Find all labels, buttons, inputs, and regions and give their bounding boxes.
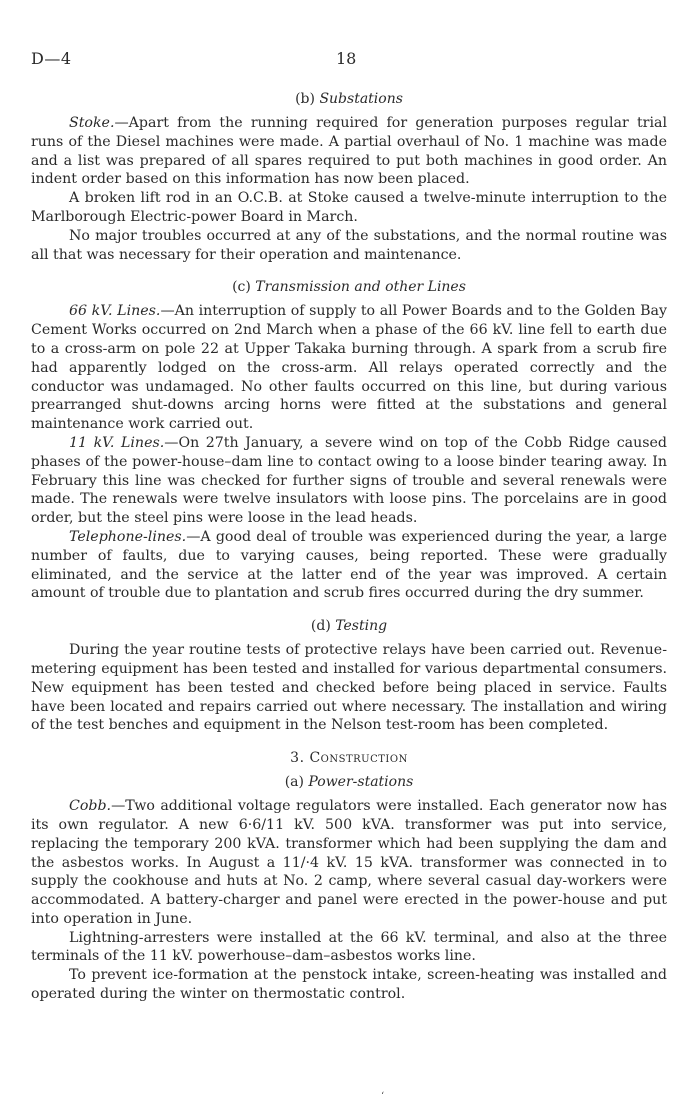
paragraph-lead: Telephone-lines.: [69, 528, 187, 545]
page-body: [31, 90, 667, 1004]
heading-substations: [31, 90, 667, 108]
paragraph-text: —Two additional voltage regulators were installed. Each generator now has its own regulator. A new 6·6/11 kV. 500 kVA. transformer was put into service, replacing the temporary 200 kVA. transformer which had been supplying the dam and the asbestos works. In August a 11/·4 kV. 15 kVA. transformer was connected in to supply the cookhouse and huts at No. 2 camp, where several casual day-workers were accommodated. A battery-charger and panel were erected in the power-house and put into operation in June.: [31, 798, 667, 927]
paragraph-lead: 66 kV. Lines.: [69, 303, 161, 320]
heading-power-stations: [31, 773, 667, 791]
page-number: 18: [336, 49, 357, 68]
heading-label: (c): [232, 279, 251, 296]
paragraph-stoke: [31, 114, 667, 189]
heading-title: Transmission and other Lines: [255, 279, 466, 296]
heading-title: Power-stations: [308, 774, 414, 791]
footer-mark: ʻ: [381, 1091, 385, 1102]
paragraph-routine: No major troubles occurred at any of the substations, and the normal routine was all that was necessary for their operation and maintenance.: [31, 227, 667, 263]
paragraph-text: —On 27th January, a severe wind on top of the Cobb Ridge caused phases of the power-house–dam line to contact owing to a loose binder tearing away. In February this line was checked for further signs of trouble and several renewals were made. The renewals were twelve insulators with loose pins. The porcelains are in good order, but the steel pins were loose in the lead heads.: [31, 434, 667, 527]
heading-title: Testing: [335, 618, 388, 635]
paragraph-ocb: A broken lift rod in an O.C.B. at Stoke caused a twelve-minute interruption to the Marlborough Electric-power Board in March.: [31, 190, 667, 225]
paragraph-11kv-lines: [31, 434, 667, 528]
paragraph-testing: During the year routine tests of protective relays have been carried out. Revenue-metering equipment has been tested and installed for various departmental consumers. New equipment has been tested and checked before being placed in service. Faults have been located and repairs carried out where necessary. The installation and wiring of the test benches and equipment in the Nelson test-room has been completed.: [31, 642, 667, 734]
paragraph-text: —Apart from the running required for generation purposes regular trial runs of the Diesel machines were made. A partial overhaul of No. 1 machine was made and a list was prepared of all spares required to put both machines in good order. An indent order based on this information has now been placed.: [31, 115, 667, 188]
paragraph-cobb: [31, 797, 667, 929]
paragraph-telephone-lines: [31, 528, 667, 603]
heading-label: (a): [284, 774, 304, 791]
heading-label: (b): [295, 91, 315, 107]
heading-label: (d): [310, 618, 331, 635]
paragraph-66kv-lines: [31, 302, 667, 434]
paragraph-ice-formation: To prevent ice-formation at the penstock intake, screen-heating was installed and operated during the winter on thermostatic control.: [31, 967, 667, 1003]
paragraph-lead: 11 kV. Lines.: [69, 434, 165, 451]
section-code: D—4: [31, 49, 72, 68]
heading-transmission: [31, 278, 667, 296]
heading-testing: [31, 617, 667, 635]
paragraph-lead: Stoke.: [69, 115, 115, 131]
heading-title: Substations: [319, 91, 403, 107]
paragraph-lead: Cobb.: [69, 798, 112, 815]
paragraph-lightning-arresters: Lightning-arresters were installed at the 66 kV. terminal, and also at the three terminals of the 11 kV. powerhouse–dam–asbestos works line.: [31, 929, 667, 965]
heading-construction: 3. Construction: [290, 750, 408, 767]
paragraph-text: —A good deal of trouble was experienced during the year, a large number of faults, due to varying causes, being reported. These were gradually eliminated, and the service at the latter end of the year was improved. A certain amount of trouble due to plantation and scrub fires occurred during the dry summer.: [31, 528, 667, 602]
paragraph-text: —An interruption of supply to all Power Boards and to the Golden Bay Cement Works occurred on 2nd March when a phase of the 66 kV. line fell to earth due to a cross-arm on pole 22 at Upper Takaka burning through. A spark from a scrub fire had apparently lodged on the cross-arm. All relays operated correctly and the conductor was undamaged. No other faults occurred on this line, but during various prearranged shut-downs arcing horns were fitted at the substations and general maintenance work carried out.: [31, 303, 667, 433]
